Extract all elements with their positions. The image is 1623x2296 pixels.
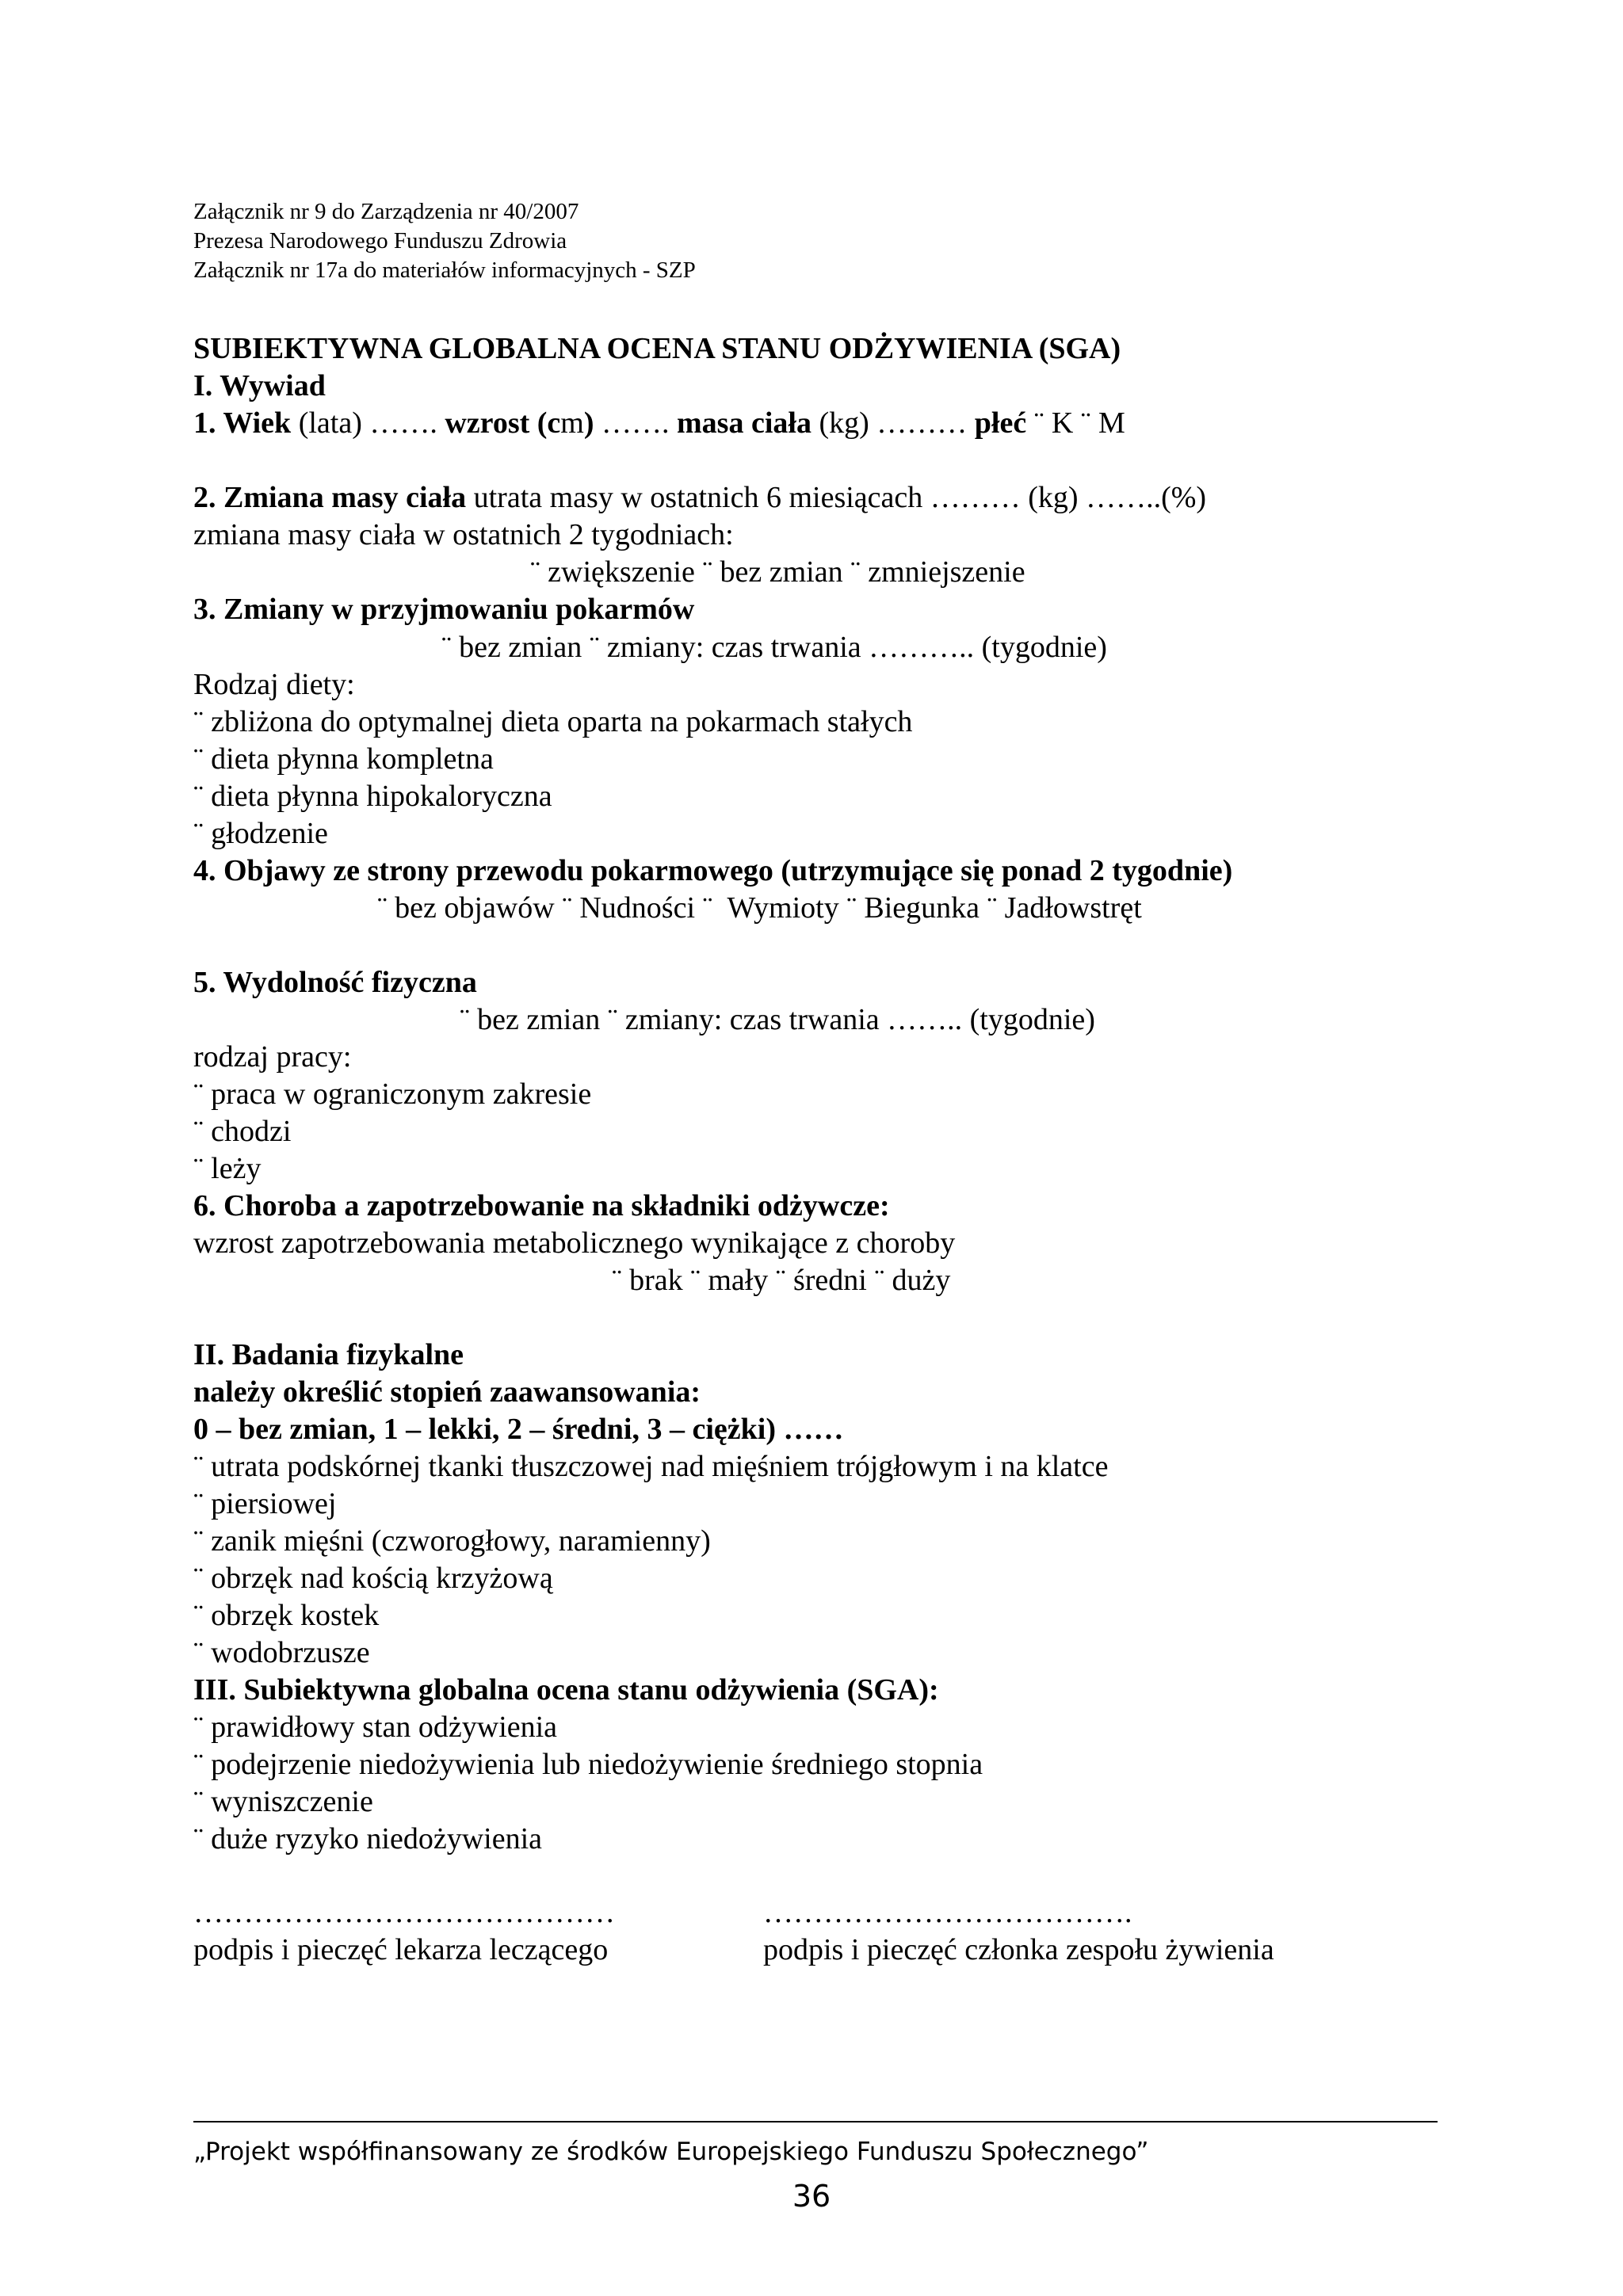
q1-masa-label: masa ciała	[677, 406, 812, 440]
q1-masa-unit: (kg) ………	[811, 406, 975, 440]
section-1-heading: I. Wywiad	[193, 369, 326, 402]
q1-plec-label: płeć	[974, 406, 1027, 440]
section-2-item: ¨ obrzęk nad kością krzyżową	[193, 1562, 553, 1595]
q1-wzrost-close: )	[583, 406, 594, 440]
page-number: 36	[792, 2179, 831, 2214]
q2-text: utrata masy w ostatnich 6 miesiącach ……… (kg) ……..(%)	[466, 481, 1207, 514]
q2-options: ¨ zwiększenie ¨ bez zmian ¨ zmniejszenie	[530, 555, 1025, 589]
footer-divider	[193, 2121, 1438, 2122]
q6-label: 6. Choroba a zapotrzebowanie na składniki odżywcze:	[193, 1189, 890, 1222]
section-2-item: ¨ piersiowej	[193, 1487, 337, 1520]
q5-work-item: ¨ praca w ograniczonym zakresie	[193, 1077, 592, 1111]
q3-label: 3. Zmiany w przyjmowaniu pokarmów	[193, 593, 695, 626]
q2-line	[193, 480, 1206, 515]
q5-work-label: rodzaj pracy:	[193, 1040, 352, 1074]
header-line-2: Prezesa Narodowego Funduszu Zdrowia	[193, 228, 567, 254]
signature-label-right: podpis i pieczęć członka zespołu żywienia	[763, 1933, 1274, 1966]
signature-label-left: podpis i pieczęć lekarza leczącego	[193, 1933, 609, 1966]
q4-label: 4. Objawy ze strony przewodu pokarmowego (utrzymujące się ponad 2 tygodnie)	[193, 854, 1233, 887]
q5-work-item: ¨ chodzi	[193, 1115, 292, 1148]
q2-line-2: zmiana masy ciała w ostatnich 2 tygodniach:	[193, 518, 734, 551]
q1-wiek-unit: (lata) …….	[291, 406, 445, 440]
header-line-3: Załącznik nr 17a do materiałów informacyjnych - SZP	[193, 257, 696, 283]
q6-options: ¨ brak ¨ mały ¨ średni ¨ duży	[612, 1264, 951, 1297]
q1-wiek-label: 1. Wiek	[193, 406, 292, 440]
q1-line	[193, 406, 1125, 441]
section-2-item: ¨ wodobrzusze	[193, 1636, 370, 1669]
q4-options: ¨ bez objawów ¨ Nudności ¨ Wymioty ¨ Biegunka ¨ Jadłowstręt	[377, 891, 1142, 925]
q3-diet-item: ¨ głodzenie	[193, 817, 328, 850]
footer-note: „Projekt współfinansowany ze środków Europejskiego Funduszu Społecznego”	[193, 2138, 1149, 2166]
q1-plec-options: ¨ K ¨ M	[1026, 406, 1125, 440]
section-3-item: ¨ duże ryzyko niedożywienia	[193, 1822, 542, 1855]
signature-line-right: ……………………………….	[763, 1896, 1132, 1929]
section-3-heading: III. Subiektywna globalna ocena stanu odżywienia (SGA):	[193, 1673, 939, 1707]
q3-diet-item: ¨ dieta płynna kompletna	[193, 742, 494, 776]
section-2-item: ¨ utrata podskórnej tkanki tłuszczowej nad mięśniem trójgłowym i na klatce	[193, 1450, 1109, 1483]
section-3-item: ¨ prawidłowy stan odżywienia	[193, 1711, 558, 1744]
section-2-item: ¨ obrzęk kostek	[193, 1599, 380, 1632]
q1-wzrost-label: wzrost (c	[445, 406, 561, 440]
q1-wzrost-dots: …….	[594, 406, 678, 440]
header-line-1: Załącznik nr 9 do Zarządzenia nr 40/2007	[193, 199, 579, 224]
q5-options: ¨ bez zmian ¨ zmiany: czas trwania …….. (tygodnie)	[460, 1003, 1095, 1036]
section-2-heading: II. Badania fizykalne	[193, 1338, 464, 1371]
q3-diet-item: ¨ zbliżona do optymalnej dieta oparta na pokarmach stałych	[193, 705, 913, 738]
q3-options: ¨ bez zmian ¨ zmiany: czas trwania ……….. (tygodnie)	[441, 631, 1107, 664]
q5-label: 5. Wydolność fizyczna	[193, 966, 477, 999]
q1-wzrost-m: m	[560, 406, 584, 440]
document-title: SUBIEKTYWNA GLOBALNA OCENA STANU ODŻYWIENIA (SGA)	[193, 332, 1121, 365]
section-2-subheading-1: należy określić stopień zaawansowania:	[193, 1375, 701, 1409]
section-2-subheading-2: 0 – bez zmian, 1 – lekki, 2 – średni, 3 – ciężki) ……	[193, 1413, 844, 1446]
q5-work-item: ¨ leży	[193, 1152, 262, 1185]
q2-label: 2. Zmiana masy ciała	[193, 481, 467, 514]
section-3-item: ¨ wyniszczenie	[193, 1785, 373, 1818]
signature-line-left: ……………………………………	[193, 1896, 615, 1929]
section-3-item: ¨ podejrzenie niedożywienia lub niedożywienie średniego stopnia	[193, 1748, 983, 1781]
q3-diet-label: Rodzaj diety:	[193, 668, 355, 701]
q3-diet-item: ¨ dieta płynna hipokaloryczna	[193, 780, 552, 813]
q6-text: wzrost zapotrzebowania metabolicznego wynikające z choroby	[193, 1226, 956, 1260]
section-2-item: ¨ zanik mięśni (czworogłowy, naramienny)	[193, 1524, 711, 1558]
